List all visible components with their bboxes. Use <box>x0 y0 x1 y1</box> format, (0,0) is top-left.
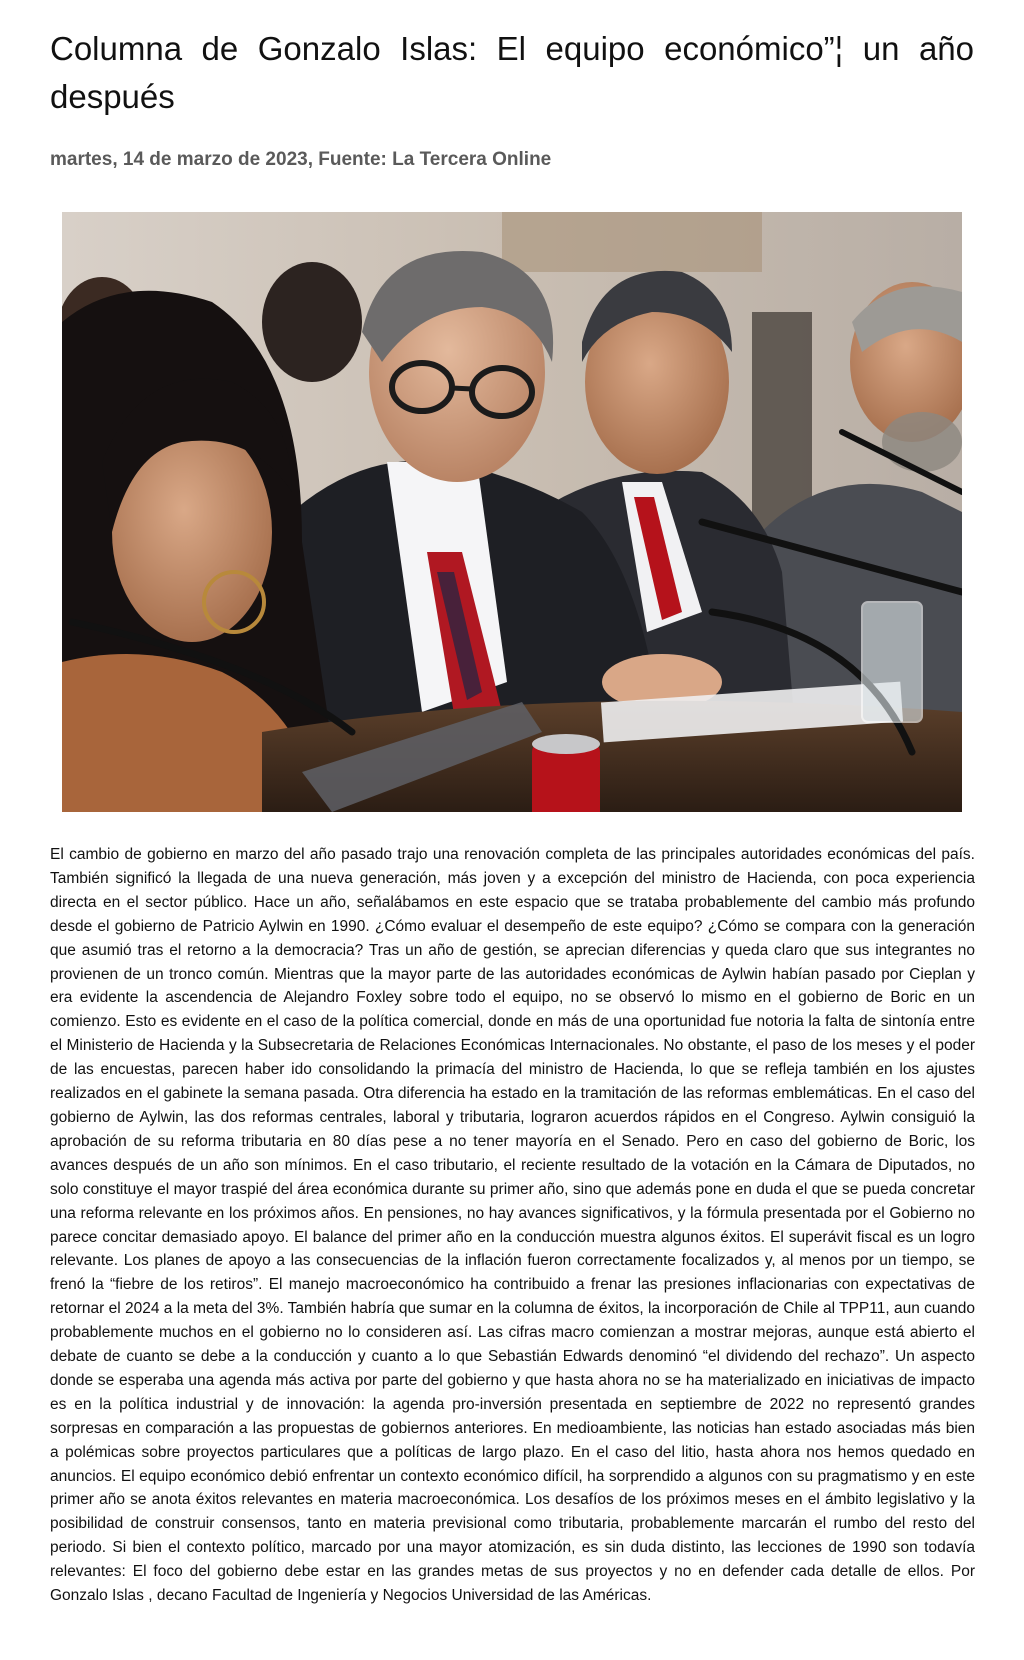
article-title: Columna de Gonzalo Islas: El equipo económico”¦ un año después <box>50 30 974 115</box>
article-date-source: martes, 14 de marzo de 2023, Fuente: La Tercera Online <box>50 149 552 170</box>
article-body: El cambio de gobierno en marzo del año pasado trajo una renovación completa de las principales autoridades económicas del país. También significó la llegada de una nueva generación, más joven y a excepción del ministro de Hacienda, con poca experiencia directa en el sector público. Hace un año, señalábamos en este espacio que se trataba probablemente del cambio más profundo desde el gobierno de Patricio Aylwin en 1990. ¿Cómo evaluar el desempeño de este equipo? ¿Cómo se compara con la generación que asumió tras el retorno a la democracia? Tras un año de gestión, se aprecian diferencias y queda claro que sus integrantes no provienen de un tronco común. Mientras que la mayor parte de las autoridades económicas de Aylwin habían pasado por Cieplan y era evidente la ascendencia de Alejandro Foxley sobre todo el equipo, no se observó lo mismo en el gobierno de Boric en un comienzo. Esto es evidente en el caso de la política comercial, donde en más de una oportunidad fue notoria la falta de sintonía entre el Ministerio de Hacienda y la Subsecretaria de Relaciones Económicas Internacionales. No obstante, el paso de los meses y el poder de las encuestas, parecen haber ido consolidando la primacía del ministro de Hacienda, lo que se refleja también en los ajustes realizados en el gabinete la semana pasada. Otra diferencia ha estado en la tramitación de las reformas emblemáticas. En el caso del gobierno de Aylwin, las dos reformas centrales, laboral y tributaria, lograron acuerdos rápidos en el Congreso. Aylwin consiguió la aprobación de su reforma tributaria en 80 días pese a no tener mayoría en el Senado. Pero en caso del gobierno de Boric, los avances después de un año son mínimos. En el caso tributario, el reciente resultado de la votación en la Cámara de Diputados, no solo constituye el mayor traspié del área económica durante su primer año, sino que además pone en duda el que se pueda concretar una reforma relevante en los próximos años. En pensiones, no hay avances significativos, y la fórmula presentada por el Gobierno no parece concitar demasiado apoyo. El balance del primer año en la conducción muestra algunos éxitos. El superávit fiscal es un logro relevante. Los planes de apoyo a las consecuencias de la inflación fueron correctamente focalizados y, al menos por un tiempo, se frenó la “fiebre de los retiros”. El manejo macroeconómico ha contribuido a frenar las presiones inflacionarias con expectativas de retornar el 2024 a la meta del 3%. También habría que sumar en la columna de éxitos, la incorporación de Chile al TPP11, aun cuando probablemente muchos en el gobierno no lo consideren así. Las cifras macro comienzan a mostrar mejoras, aunque está abierto el debate de cuanto se debe a la conducción y cuanto a lo que Sebastián Edwards denominó “el dividendo del rechazo”. Un aspecto donde se esperaba una agenda más activa por parte del gobierno y que hasta ahora no se ha materializado en iniciativas de impacto es en la política industrial y de innovación: la agenda pro-inversión presentada en septiembre de 2022 no representó grandes sorpresas en comparación a las propuestas de gobiernos anteriores. En medioambiente, las noticias han estado asociadas más bien a polémicas sobre proyectos particulares que a políticas de largo plazo. En el caso del litio, hasta ahora nos hemos quedado en anuncios. El equipo económico debió enfrentar un contexto económico difícil, ha sorprendido a algunos con su pragmatismo y en este primer año se anota éxitos relevantes en materia macroeconómica. Los desafíos de los próximos meses en el ámbito legislativo y la posibilidad de construir consensos, tanto en materia previsional como tributaria, probablemente marcarán el rumbo del resto del periodo. Si bien el contexto político, marcado por una mayor atomización, es sin duda distinto, las lecciones de 1990 son todavía relevantes: El foco del gobierno debe estar en las grandes metas de sus proyectos y no en defender cada detalle de ellos. Por Gonzalo Islas , decano Facultad de Ingeniería y Negocios Universidad de las Américas. <box>50 846 975 1605</box>
article-photo <box>62 212 962 812</box>
photo-icon <box>62 212 962 812</box>
